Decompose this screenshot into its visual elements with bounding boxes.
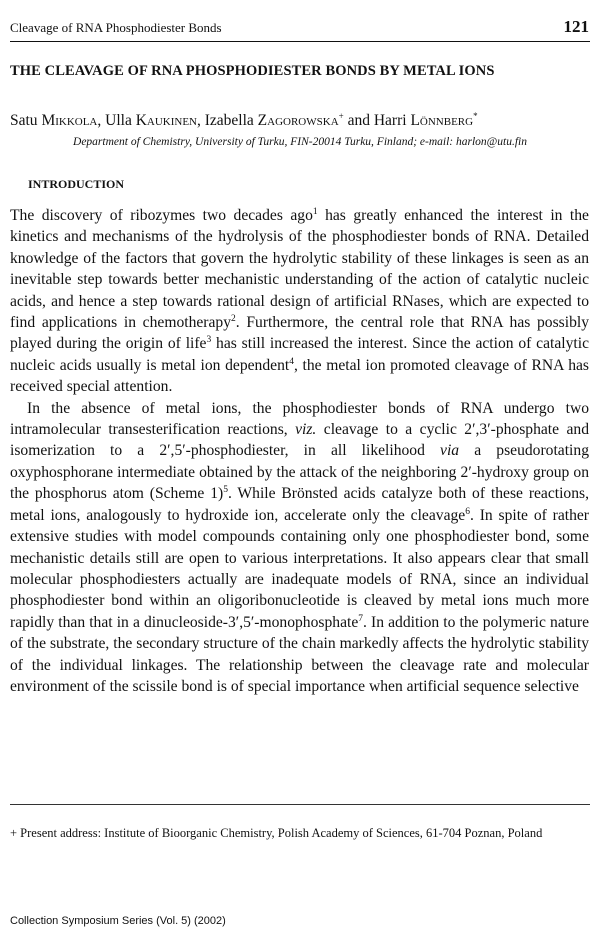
text-run: In the absence of metal ions, the phosphodiester bonds of RNA undergo two intramolecular transesterification reactions, (10, 399, 589, 439)
page-footer: Collection Symposium Series (Vol. 5) (2002) (10, 915, 226, 927)
affiliation: Department of Chemistry, University of Turku, FIN-20014 Turku, Finland; e-mail: harlon@utu.fin (73, 136, 527, 148)
author-separator: , (197, 112, 205, 130)
footnote (10, 824, 588, 842)
citation-ref: 3 (206, 335, 212, 346)
text-run: The discovery of ribozymes two decades ago (10, 207, 313, 224)
text-run: has greatly enhanced the interest in the kinetics and mechanisms of the hydrolysis of the phosphodiester bonds of RNA. Detailed knowledge of the factors that govern the hydrolytic stability of these linkages is seen as an inevitable step towards better mechanistic understanding of the action of catalytic nucleic acids, and hence a step towards rational design of artificial RNases, which are expected to find applications in chemotherapy (10, 207, 589, 332)
author-mark: * (473, 111, 478, 121)
text-run: cleavage to a cyclic 2′,3′-phosphate and isomerization to a 2′,5′-phosphodiester, in all likelihood (10, 421, 589, 460)
page-number: 121 (563, 17, 589, 36)
author-family-name: Zagorowska (257, 112, 339, 130)
header-divider (10, 41, 590, 42)
author-family-name: Lönnberg (410, 112, 474, 130)
article-title: THE CLEAVAGE OF RNA PHOSPHODIESTER BONDS BY METAL IONS (10, 63, 495, 79)
paragraph-1 (10, 205, 589, 398)
running-header: Cleavage of RNA Phosphodiester Bonds (10, 20, 222, 35)
author-separator: , (97, 112, 106, 130)
citation-ref: 6 (465, 506, 470, 517)
text-run: . Furthermore, the central role that RNA has possibly played during the origin of life (10, 314, 589, 353)
citation-ref: 5 (223, 485, 228, 496)
body-text (10, 205, 589, 697)
author-separator: and (343, 112, 374, 130)
author-given-name: Satu (10, 112, 42, 130)
citation-ref: 7 (358, 613, 363, 624)
author-family-name: Mikkola (41, 112, 98, 130)
citation-ref: 2 (231, 314, 236, 325)
author-family-name: Kaukinen (135, 112, 197, 130)
author-given-name: Ulla (105, 112, 136, 130)
italic-term: viz. (295, 421, 317, 439)
author-list (10, 111, 590, 130)
author-given-name: Harri (373, 112, 411, 130)
citation-ref: 1 (312, 207, 318, 217)
text-run: has still increased the interest. Since the action of catalytic nucleic acids usually is metal ion dependent (10, 335, 589, 374)
italic-term: via (440, 442, 460, 460)
author-given-name: Izabella (204, 112, 258, 130)
footnote-divider (10, 804, 590, 805)
text-run: , the metal ion promoted cleavage of RNA has received special attention. (10, 356, 589, 396)
text-run: . In spite of rather extensive studies with model compounds containing only one phosphodiester bond, some mechanistic details still are open to various interpretations. It also appears clear that small molecular phosphodiesters actually are inadequate models of RNA, since an individual phosphodiester bond within an oligoribonucleotide is cleaved by metal ions much more rapidly than that in a dinucleoside-3′,5′-monophosphate (10, 506, 589, 631)
citation-ref: 4 (289, 356, 294, 367)
text-run: a pseudorotating oxyphosphorane intermediate obtained by the attack of the neighboring 2′-hydroxy group on the phosphorus atom (Scheme 1) (10, 442, 589, 503)
author-mark: + (338, 111, 344, 121)
text-run: . In addition to the polymeric nature of the substrate, the secondary structure of the chain markedly affects the hydrolytic stability of the individual linkages. The relationship between the cleavage rate and molecular environment of the scissile bond is of special importance when artificial sequence selective (10, 613, 589, 695)
text-run: . While Brönsted acids catalyze both of these reactions, metal ions, analogously to hydroxide ion, accelerate only the cleavage (10, 485, 589, 524)
paragraph-2 (10, 398, 589, 698)
footnote-text: + Present address: Institute of Bioorganic Chemistry, Polish Academy of Sciences, 61-704 Poznan, Poland (10, 826, 543, 840)
section-heading: INTRODUCTION (28, 177, 125, 191)
